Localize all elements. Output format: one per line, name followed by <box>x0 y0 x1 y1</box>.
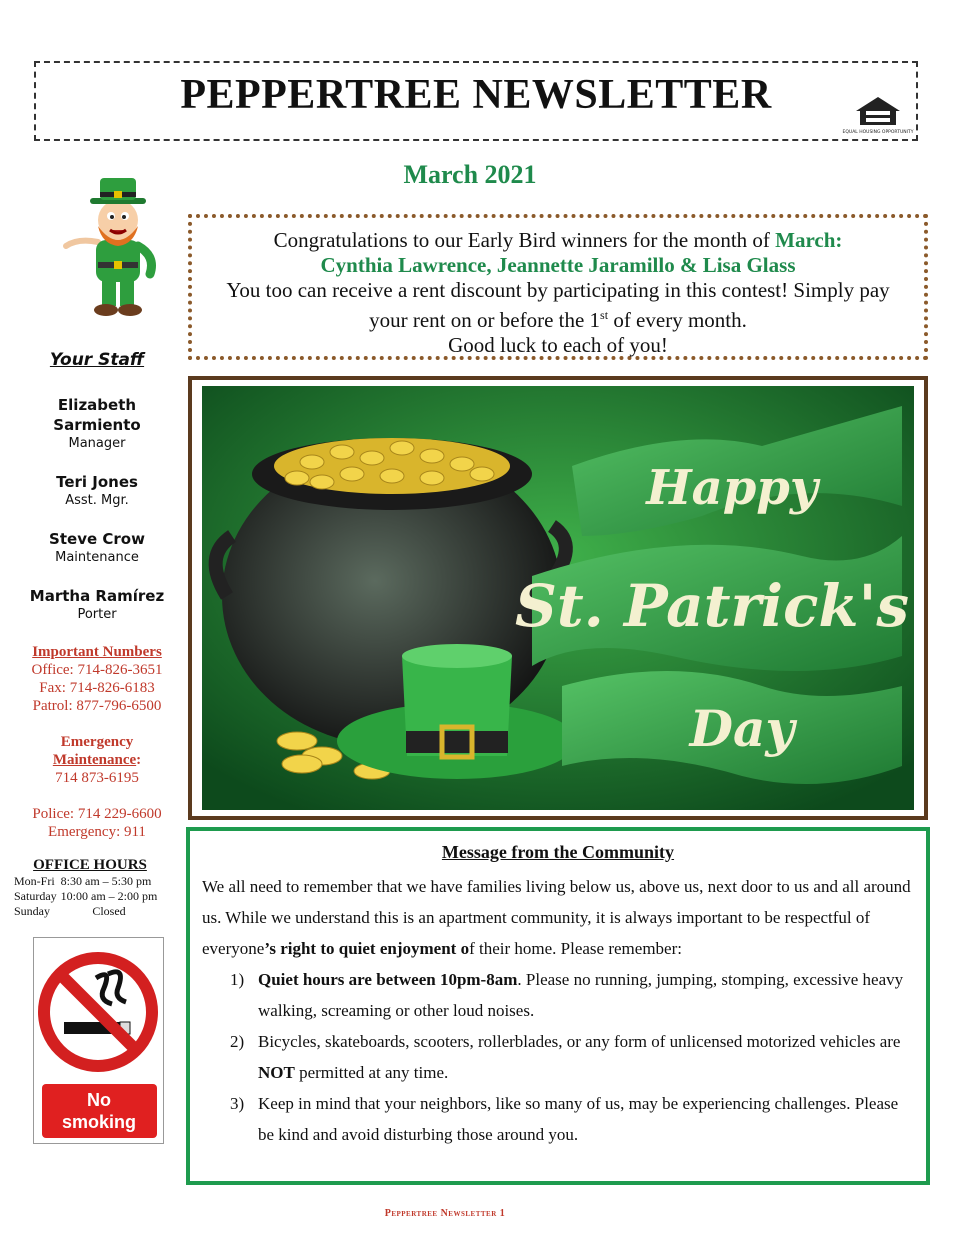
important-numbers-heading: Important Numbers <box>32 644 162 660</box>
winner-names: Cynthia Lawrence, Jeannette Jaramillo & Lisa Glass <box>320 253 796 277</box>
emergency-heading-line2 <box>12 751 182 769</box>
list-item <box>202 1088 914 1150</box>
hours-row <box>14 904 161 919</box>
no-smoking-sign <box>33 937 164 1144</box>
intro-text: We all need to remember that we have families living below us, above us, next door to us and all around us. While we understand this is an apartment community, it is always important to be respectful of everyone <box>202 877 911 958</box>
page-footer: Peppertree Newsletter 1 <box>384 1208 506 1219</box>
rules-list <box>202 964 914 1150</box>
fax-number: Fax: 714-826-6183 <box>39 680 155 696</box>
office-phone: Office: 714-826-3651 <box>31 662 163 678</box>
contest-info-line2 <box>192 303 924 333</box>
contest-info-post: of every month. <box>608 308 747 332</box>
intro-text-end: f their home. Please remember: <box>469 939 682 958</box>
staff-member <box>12 395 182 453</box>
staff-role: Maintenance <box>55 550 139 565</box>
equal-housing-icon <box>842 93 914 135</box>
rule-text: Bicycles, skateboards, scooters, rollerblades, or any form of unlicensed motorized vehicles are <box>258 1032 901 1051</box>
issue-month: March 2021 <box>403 160 537 189</box>
hours-day: Saturday <box>14 889 57 903</box>
staff-heading: Your Staff <box>49 350 145 370</box>
no-smoking-icon <box>34 938 163 1143</box>
leprechaun-icon <box>58 176 176 318</box>
st-patricks-illustration <box>202 386 914 810</box>
staff-member <box>12 586 182 624</box>
staff-name: Steve Crow <box>49 530 145 548</box>
staff-member <box>12 472 182 510</box>
heading-colon: : <box>136 752 142 768</box>
list-item <box>202 964 914 1026</box>
police-phone: Police: 714 229-6600 <box>32 806 162 822</box>
congrats-line <box>192 228 924 253</box>
patrol-phone: Patrol: 877-796-6500 <box>32 698 162 714</box>
list-number: 3) <box>230 1094 245 1113</box>
list-number: 2) <box>230 1032 245 1051</box>
banner-happy: Happy <box>646 460 818 516</box>
no-smoking-line2: smoking <box>61 1112 137 1132</box>
message-intro <box>202 871 914 964</box>
staff-name: Martha Ramírez <box>29 587 165 605</box>
hours-day: Sunday <box>14 904 50 918</box>
staff-name: Sarmiento <box>53 416 141 434</box>
emergency-heading: Emergency <box>60 734 134 750</box>
hours-row <box>14 889 161 904</box>
list-number: 1) <box>230 970 245 989</box>
emergency-maintenance <box>12 733 182 787</box>
staff-role: Manager <box>68 436 126 451</box>
good-luck: Good luck to each of you! <box>448 333 668 357</box>
rule-bold: Quiet hours are between 10pm-8am <box>258 970 518 989</box>
staff-name: Teri Jones <box>56 473 138 491</box>
early-bird-announcement <box>188 214 928 360</box>
message-title: Message from the Community <box>441 842 675 862</box>
staff-name: Elizabeth <box>57 396 137 414</box>
community-message <box>186 827 930 1185</box>
contest-info: You too can receive a rent discount by participating in this contest! Simply pay <box>226 278 890 302</box>
staff-role: Asst. Mgr. <box>65 493 129 508</box>
eho-text: EQUAL HOUSING OPPORTUNITY <box>842 130 914 135</box>
banner-st-patricks: St. Patrick's <box>515 572 909 640</box>
rule-text: . Please no running, jumping, stomping, excessive heavy walking, screaming or other loud noises. <box>258 970 904 1020</box>
emergency-phone: Emergency: 911 <box>48 824 146 840</box>
hours-row <box>14 874 161 889</box>
intro-bold: ’s right to quiet enjoyment o <box>264 939 470 958</box>
banner-day: Day <box>689 699 795 758</box>
office-hours-table <box>14 874 161 919</box>
ordinal-suffix: st <box>600 308 609 322</box>
newsletter-header <box>34 61 918 141</box>
no-smoking-line1: No <box>87 1090 111 1110</box>
congrats-month: March: <box>775 228 843 252</box>
emergency-maintenance-phone: 714 873-6195 <box>55 770 139 786</box>
important-numbers <box>12 643 182 715</box>
staff-role: Porter <box>77 607 117 622</box>
message-body <box>202 871 914 1150</box>
hours-time: 10:00 am – 2:00 pm <box>60 889 158 903</box>
hours-time: Closed <box>92 904 126 918</box>
congrats-text: Congratulations to our Early Bird winners for the month of <box>273 228 770 252</box>
rule-bold: NOT <box>258 1063 295 1082</box>
police-numbers <box>12 805 182 841</box>
office-hours-heading: OFFICE HOURS <box>33 857 147 873</box>
rule-text: Keep in mind that your neighbors, like so many of us, may be experiencing challenges. Please be kind and avoid disturbing those around you. <box>258 1094 899 1144</box>
maintenance-label: Maintenance <box>52 752 137 768</box>
hours-day: Mon-Fri <box>14 874 55 888</box>
st-patricks-picture <box>188 376 928 820</box>
list-item <box>202 1026 914 1088</box>
hours-time: 8:30 am – 5:30 pm <box>60 874 152 888</box>
rule-text-end: permitted at any time. <box>294 1063 449 1082</box>
contest-info-pre: your rent on or before the 1 <box>369 308 601 332</box>
newsletter-title: PEPPERTREE NEWSLETTER <box>180 72 772 118</box>
staff-member <box>12 529 182 567</box>
